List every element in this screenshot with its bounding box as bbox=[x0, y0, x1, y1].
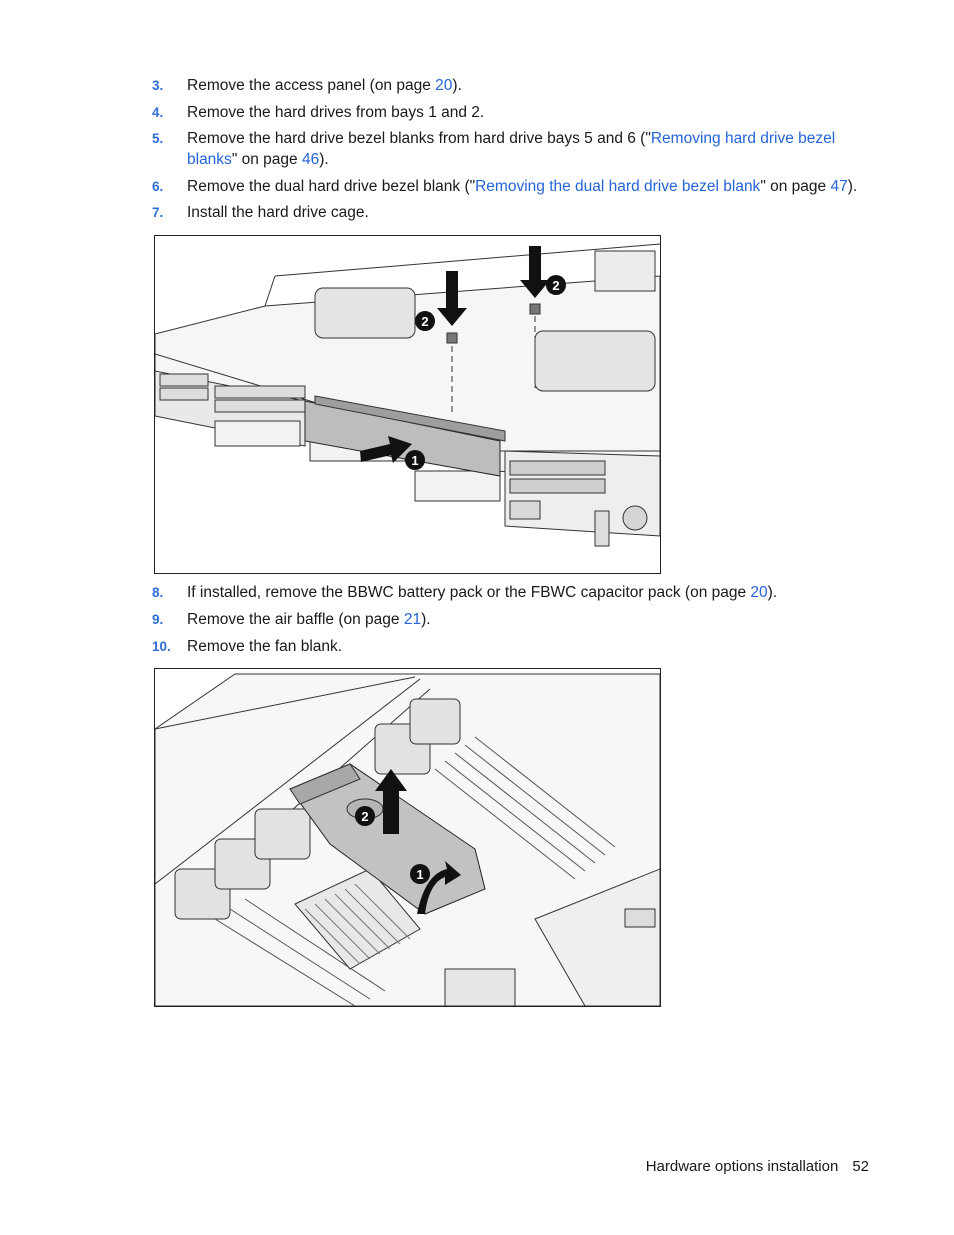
step-text-mid: " on page bbox=[760, 178, 831, 195]
step-text: Remove the fan blank. bbox=[187, 638, 343, 655]
step-number: 3. bbox=[152, 78, 164, 93]
page-number: 52 bbox=[852, 1158, 869, 1175]
step-text-end: ). bbox=[319, 151, 329, 168]
step-text: Remove the air baffle (on page bbox=[187, 611, 404, 628]
step-number: 9. bbox=[152, 612, 164, 627]
page-footer bbox=[646, 1158, 869, 1175]
step-text-end: ). bbox=[421, 611, 431, 628]
svg-text:2: 2 bbox=[552, 278, 560, 293]
svg-text:1: 1 bbox=[416, 867, 424, 882]
step-number: 6. bbox=[152, 179, 164, 194]
page-link[interactable]: 21 bbox=[403, 611, 422, 628]
step-text-end: ). bbox=[452, 77, 462, 94]
step-number: 10. bbox=[152, 639, 171, 654]
step-text: Remove the hard drives from bays 1 and 2. bbox=[187, 104, 485, 121]
svg-text:1: 1 bbox=[411, 453, 419, 468]
footer-section-title: Hardware options installation bbox=[645, 1158, 839, 1175]
step-number: 8. bbox=[152, 585, 164, 600]
step-text-end: ). bbox=[767, 584, 778, 601]
step-number: 4. bbox=[152, 105, 164, 120]
page-link[interactable]: 47 bbox=[830, 178, 848, 195]
svg-text:2: 2 bbox=[421, 314, 429, 329]
page-link[interactable]: 20 bbox=[435, 77, 453, 94]
svg-text:2: 2 bbox=[361, 809, 369, 824]
server-front-illustration bbox=[155, 236, 660, 573]
callout-1 bbox=[405, 450, 425, 470]
step-text-end: ). bbox=[847, 178, 858, 195]
section-link[interactable]: Removing hard drive bezel blanks bbox=[187, 130, 836, 168]
figure-install-hard-drive-cage bbox=[154, 235, 661, 574]
page-link[interactable]: 46 bbox=[301, 151, 320, 168]
callout-2-left bbox=[415, 311, 435, 331]
step-number: 5. bbox=[152, 131, 164, 146]
callout-1 bbox=[410, 864, 430, 884]
step-text: Install the hard drive cage. bbox=[187, 204, 369, 221]
step-text-mid: " on page bbox=[231, 151, 302, 168]
section-link[interactable]: Removing the dual hard drive bezel blank bbox=[475, 178, 761, 195]
step-text: Remove the dual hard drive bezel blank (" bbox=[187, 178, 476, 195]
page-link[interactable]: 20 bbox=[750, 584, 768, 601]
callout-2-right bbox=[546, 275, 566, 295]
step-text: Remove the hard drive bezel blanks from hard drive bays 5 and 6 (" bbox=[187, 130, 651, 147]
figure-remove-fan-blank bbox=[154, 668, 661, 1007]
callout-2 bbox=[355, 806, 375, 826]
step-text: If installed, remove the BBWC battery pack or the FBWC capacitor pack (on page bbox=[187, 584, 751, 601]
server-interior-illustration bbox=[155, 669, 660, 1006]
step-number: 7. bbox=[152, 205, 164, 220]
step-text: Remove the access panel (on page bbox=[187, 77, 436, 94]
